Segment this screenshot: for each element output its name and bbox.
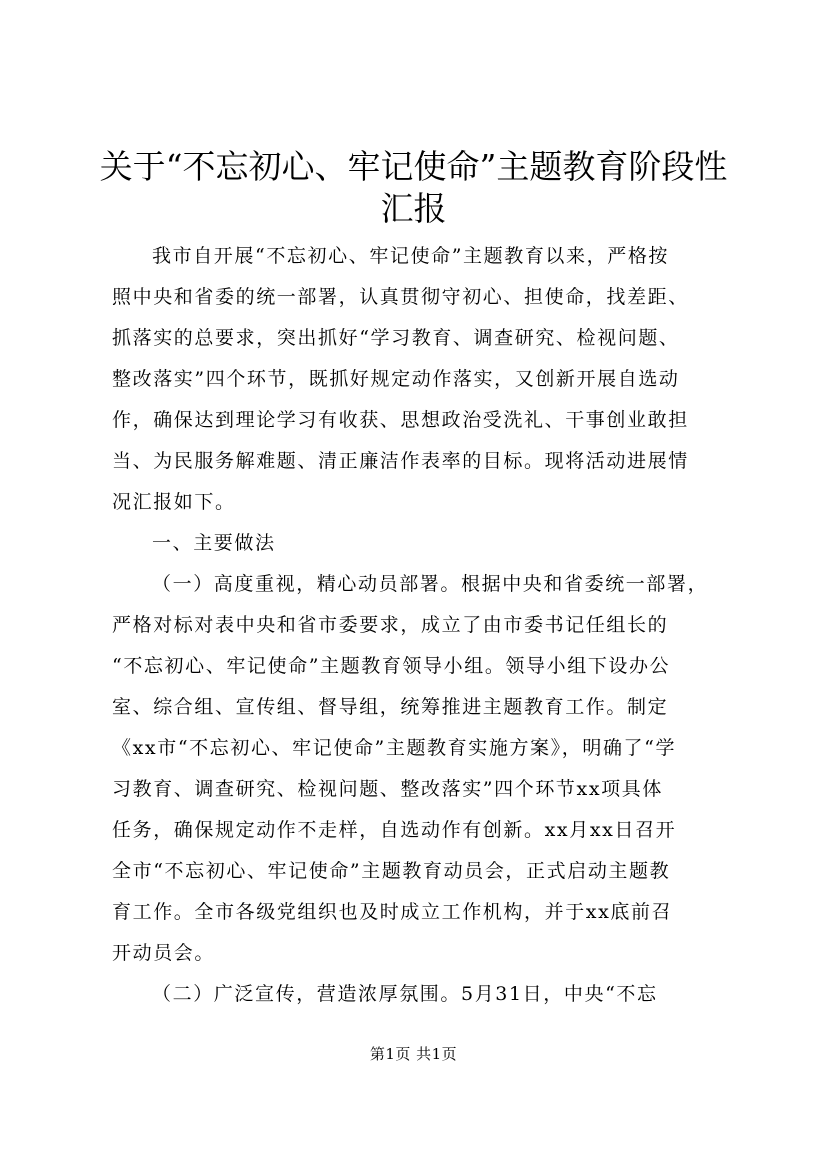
text-line: 整改落实”四个环节，既抓好规定动作落实，又创新开展自选动 [112, 368, 680, 390]
paragraph-section-2 [112, 974, 740, 1015]
text-line: 育工作。全市各级党组织也及时成立工作机构，并于xx底前召 [112, 901, 673, 923]
text-line: 习教育、调查研究、检视问题、整改落实”四个环节xx项具体 [112, 778, 663, 800]
text-line: 开动员会。 [112, 942, 216, 964]
title-line-1: 关于“不忘初心、牢记使命”主题教育阶段性 [99, 147, 728, 186]
text-line: 《xx市“不忘初心、牢记使命”主题教育实施方案》，明确了“学 [112, 737, 677, 759]
text-line: 作，确保达到理论学习有收获、思想政治受洗礼、干事创业敢担 [112, 409, 689, 431]
title-line-2: 汇报 [380, 189, 447, 228]
text-line: 室、综合组、宣传组、督导组，统筹推进主题教育工作。制定 [112, 696, 669, 718]
document-body [112, 236, 740, 1015]
text-line: 我市自开展“不忘初心、牢记使命”主题教育以来，严格按 [152, 245, 670, 267]
text-line: 况汇报如下。 [112, 491, 236, 513]
page-footer: 第1页 共1页 [369, 1045, 458, 1063]
text-line: 全市“不忘初心、牢记使命”主题教育动员会，正式启动主题教 [112, 860, 671, 882]
paragraph-section-1 [112, 564, 740, 974]
text-line: （一）高度重视，精心动员部署。根据中央和省委统一部署， [152, 573, 709, 595]
text-line: 严格对标对表中央和省市委要求，成立了由市委书记任组长的 [112, 614, 669, 636]
text-line: 照中央和省委的统一部署，认真贯彻守初心、担使命，找差距、 [112, 286, 689, 308]
section-heading [112, 523, 740, 564]
text-line: 一、主要做法 [152, 532, 276, 554]
text-line: 任务，确保规定动作不走样，自选动作有创新。xx月xx日召开 [112, 819, 677, 841]
text-line: 抓落实的总要求，突出抓好“学习教育、调查研究、检视问题、 [112, 327, 680, 349]
paragraph-intro [112, 236, 740, 523]
document-title [90, 146, 737, 230]
text-line: （二）广泛宣传，营造浓厚氛围。5月31日，中央“不忘 [152, 983, 658, 1005]
text-line: 当、为民服务解难题、清正廉洁作表率的目标。现将活动进展情 [112, 450, 689, 472]
text-line: “不忘初心、牢记使命”主题教育领导小组。领导小组下设办公 [112, 655, 671, 677]
